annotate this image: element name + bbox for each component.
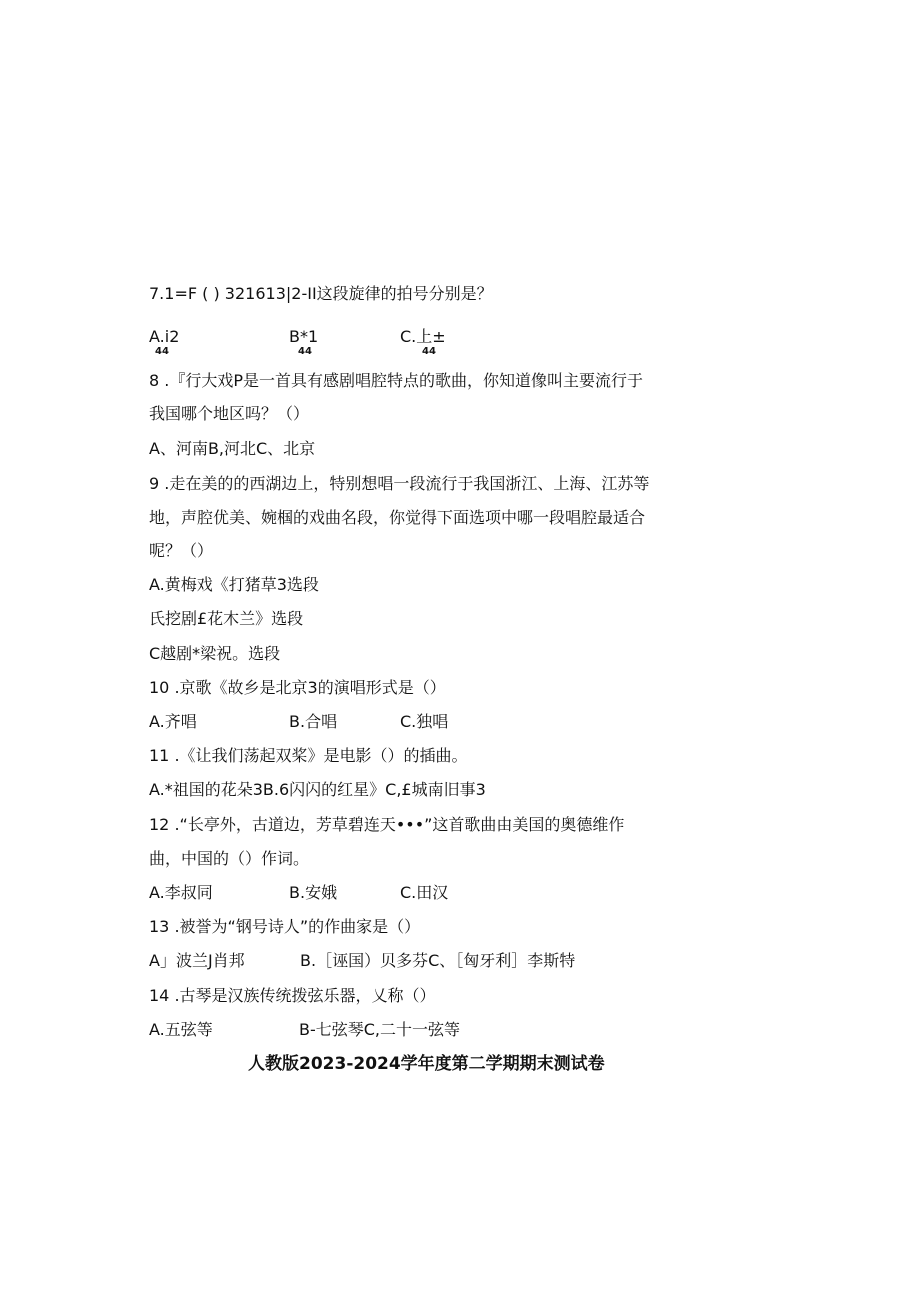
q9-line-2: 地，声腔优美、婉椢的戏曲名段，你觉得下面选项中哪一段唱腔最适合	[149, 508, 646, 527]
q8-line-1: 8 .『行大戏P是一首具有感剧唱腔特点的歌曲，你知道像叫主要流行于	[149, 371, 644, 390]
q14-option-a: A.五弦等	[149, 1020, 213, 1039]
q11-options: A.*祖国的花朵3B.6闪闪的红星》C,£城南旧事3	[149, 780, 486, 799]
q10-option-b: B.合唱	[289, 712, 338, 731]
q10-option-a: A.齐唱	[149, 712, 197, 731]
q12-line-2: 曲，中国的（）作词。	[149, 849, 310, 868]
q9-option-c: C越剧*梁祝。选段	[149, 644, 281, 663]
q12-line-1: 12 .“长亭外，古道边，芳草碧连天•••”这首歌曲由美国的奥德维作	[149, 815, 625, 834]
q10-option-c: C.独唱	[400, 712, 449, 731]
q13-text: 13 .被誉为“钢号诗人”的作曲家是（）	[149, 917, 421, 936]
q12-option-a: A.李叔同	[149, 883, 213, 902]
q9-option-a: A.黄梅戏《打猪草3选段	[149, 575, 319, 594]
q9-line-1: 9 .走在美的的西湖边上，特别想唱一段流行于我国浙江、上海、江苏等	[149, 474, 650, 493]
q7-option-c: C.上±	[400, 327, 446, 346]
exam-title-footer: 人教版2023-2024学年度第二学期期末测试卷	[248, 1054, 605, 1074]
q12-option-b: B.安娥	[289, 883, 338, 902]
q7-option-c-time-signature: 44	[422, 346, 436, 357]
q9-line-3: 呢？（）	[149, 541, 214, 560]
q8-options: A、河南B,河北C、北京	[149, 439, 316, 458]
q12-option-c: C.田汉	[400, 883, 449, 902]
q7-option-a: A.i2	[149, 327, 180, 346]
q13-option-a: A」波兰J肖邦	[149, 951, 245, 970]
q7-option-a-time-signature: 44	[155, 346, 169, 357]
q11-text: 11 .《让我们荡起双桨》是电影（）的插曲。	[149, 746, 468, 765]
q7-option-b: B*1	[289, 327, 319, 346]
q7-option-b-time-signature: 44	[298, 346, 312, 357]
q8-line-2: 我国哪个地区吗？（）	[149, 404, 310, 423]
q14-text: 14 .古琴是汉族传统拨弦乐器，乂称（）	[149, 986, 436, 1005]
q7-text: 7.1=F ( ) 321613|2-II这段旋律的拍号分别是？	[149, 284, 493, 303]
q14-options-b-c: B-七弦琴C,二十一弦等	[299, 1020, 461, 1039]
q9-option-b: 氏挖剧£花木兰》选段	[149, 609, 304, 628]
q13-options-b-c: B.［诬国）贝多芬C、［匈牙利］李斯特	[300, 951, 576, 970]
q10-text: 10 .京歌《故乡是北京3的演唱形式是（）	[149, 678, 446, 697]
